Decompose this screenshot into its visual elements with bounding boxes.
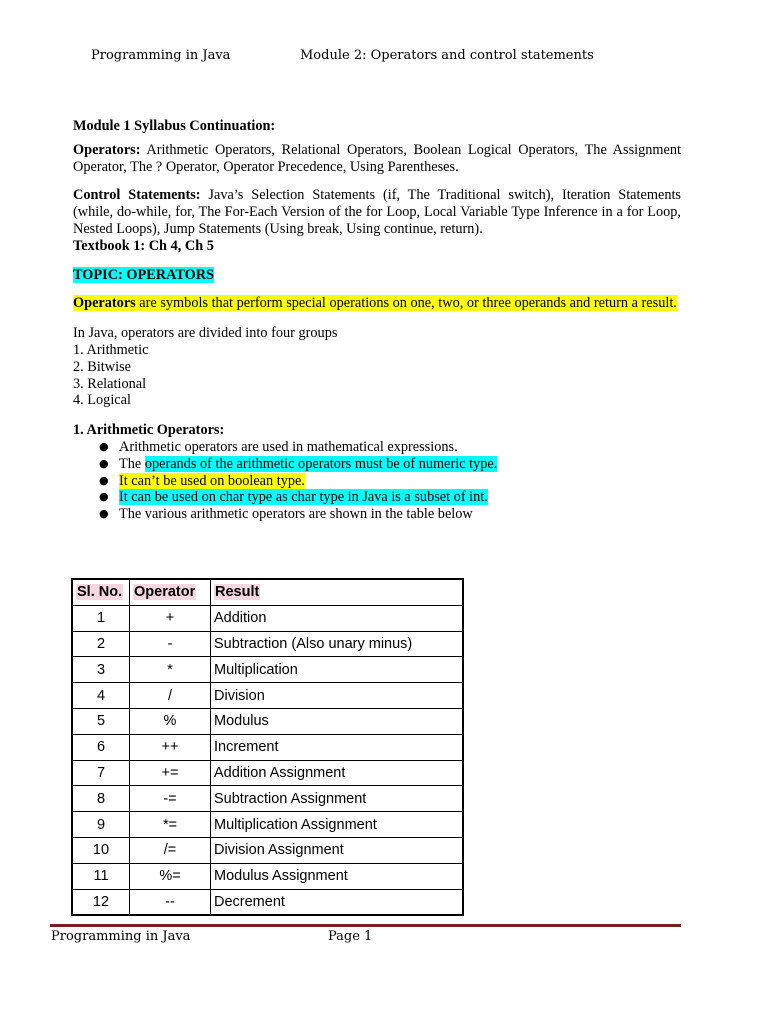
cell-sl-no: 10 — [72, 837, 130, 863]
arithmetic-heading: 1. Arithmetic Operators: — [73, 422, 225, 439]
cell-operator: + — [130, 605, 211, 631]
bullet-item: ● Arithmetic operators are used in mathematical expressions. — [99, 439, 681, 456]
cell-result: Increment — [211, 734, 464, 760]
bullet-highlight: It can’t be used on boolean type. — [119, 472, 305, 489]
cell-operator: % — [130, 708, 211, 734]
cell-sl-no: 2 — [72, 631, 130, 657]
group-item: 1. Arithmetic — [73, 341, 149, 358]
header-label: Sl. No. — [77, 584, 123, 601]
topic-title — [73, 267, 681, 284]
definition-text: are symbols that perform special operations on one, two, or three operands and return a result. — [135, 295, 677, 312]
table-header-row — [72, 579, 463, 605]
cell-result: Addition — [211, 605, 464, 631]
cell-operator: -= — [130, 786, 211, 812]
cell-operator: -- — [130, 889, 211, 915]
header-sl-no — [72, 579, 130, 605]
bullet-item — [99, 489, 681, 506]
cell-operator: += — [130, 760, 211, 786]
groups-intro: In Java, operators are divided into four groups — [73, 325, 338, 342]
cell-operator: /= — [130, 837, 211, 863]
cell-result: Modulus Assignment — [211, 863, 464, 889]
table-row — [72, 786, 463, 812]
header-module-title: Module 2: Operators and control statements — [300, 48, 594, 63]
footer-course-title: Programming in Java — [51, 929, 191, 944]
cell-result: Division Assignment — [211, 837, 464, 863]
control-text: Java’s Selection Statements (if, The Traditional switch), Iteration Statements (while, do-while, for, The For-Each Version of the for Loop, Local Variable Type Inference in a for Loop, Nested Loops), Jump Statements (Using break, Using continue, return). — [73, 187, 681, 237]
cell-sl-no: 5 — [72, 708, 130, 734]
header-result — [211, 579, 464, 605]
table-row — [72, 657, 463, 683]
cell-sl-no: 3 — [72, 657, 130, 683]
cell-sl-no: 4 — [72, 683, 130, 709]
table-row — [72, 605, 463, 631]
cell-operator: ++ — [130, 734, 211, 760]
bullet-text: The — [119, 455, 145, 472]
cell-operator: *= — [130, 812, 211, 838]
footer-page-number: Page 1 — [328, 929, 373, 944]
cell-result: Multiplication Assignment — [211, 812, 464, 838]
syllabus-heading: Module 1 Syllabus Continuation: — [73, 118, 276, 134]
group-item: 3. Relational — [73, 375, 147, 392]
bullet-item — [99, 456, 681, 473]
table-body — [72, 605, 463, 915]
cell-result: Division — [211, 683, 464, 709]
cell-result: Addition Assignment — [211, 760, 464, 786]
operators-label: Operators: — [73, 141, 141, 158]
cell-result: Multiplication — [211, 657, 464, 683]
syllabus-operators — [73, 142, 681, 176]
table-row — [72, 708, 463, 734]
cell-sl-no: 1 — [72, 605, 130, 631]
footer-divider — [50, 924, 681, 927]
table-row — [72, 863, 463, 889]
cell-sl-no: 12 — [72, 889, 130, 915]
operators-definition — [73, 295, 681, 312]
control-label: Control Statements: — [73, 187, 201, 204]
header-course-title: Programming in Java — [91, 48, 231, 63]
cell-result: Subtraction Assignment — [211, 786, 464, 812]
cell-result: Modulus — [211, 708, 464, 734]
table-row — [72, 812, 463, 838]
definition-term: Operators — [73, 295, 136, 312]
header-operator — [130, 579, 211, 605]
arithmetic-bullet-list — [73, 439, 681, 523]
group-item: 4. Logical — [73, 392, 131, 409]
textbook-reference: Textbook 1: Ch 4, Ch 5 — [73, 237, 214, 254]
table-row — [72, 734, 463, 760]
operators-text: Arithmetic Operators, Relational Operators, Boolean Logical Operators, The Assignment Operator, The ? Operator, Operator Precedence, Using Parentheses. — [73, 141, 681, 175]
header-label: Result — [215, 584, 260, 601]
cell-result: Subtraction (Also unary minus) — [211, 631, 464, 657]
document-body — [73, 118, 681, 523]
arithmetic-operators-table — [71, 578, 464, 916]
cell-sl-no: 7 — [72, 760, 130, 786]
table-row — [72, 631, 463, 657]
cell-sl-no: 6 — [72, 734, 130, 760]
bullet-item — [99, 473, 681, 490]
syllabus-control — [73, 187, 681, 237]
cell-operator: - — [130, 631, 211, 657]
header-label: Operator — [134, 584, 196, 601]
cell-sl-no: 11 — [72, 863, 130, 889]
cell-operator: * — [130, 657, 211, 683]
cell-sl-no: 8 — [72, 786, 130, 812]
cell-operator: %= — [130, 863, 211, 889]
cell-sl-no: 9 — [72, 812, 130, 838]
table-row — [72, 837, 463, 863]
bullet-highlight: operands of the arithmetic operators must be of numeric type. — [144, 455, 498, 472]
table-row — [72, 760, 463, 786]
cell-operator: / — [130, 683, 211, 709]
cell-result: Decrement — [211, 889, 464, 915]
table-row — [72, 683, 463, 709]
bullet-item: ● The various arithmetic operators are shown in the table below — [99, 506, 681, 523]
table-row — [72, 889, 463, 915]
topic-title-text: TOPIC: OPERATORS — [73, 266, 215, 283]
bullet-highlight: It can be used on char type as char type in Java is a subset of int. — [119, 489, 488, 506]
group-item: 2. Bitwise — [73, 358, 131, 375]
